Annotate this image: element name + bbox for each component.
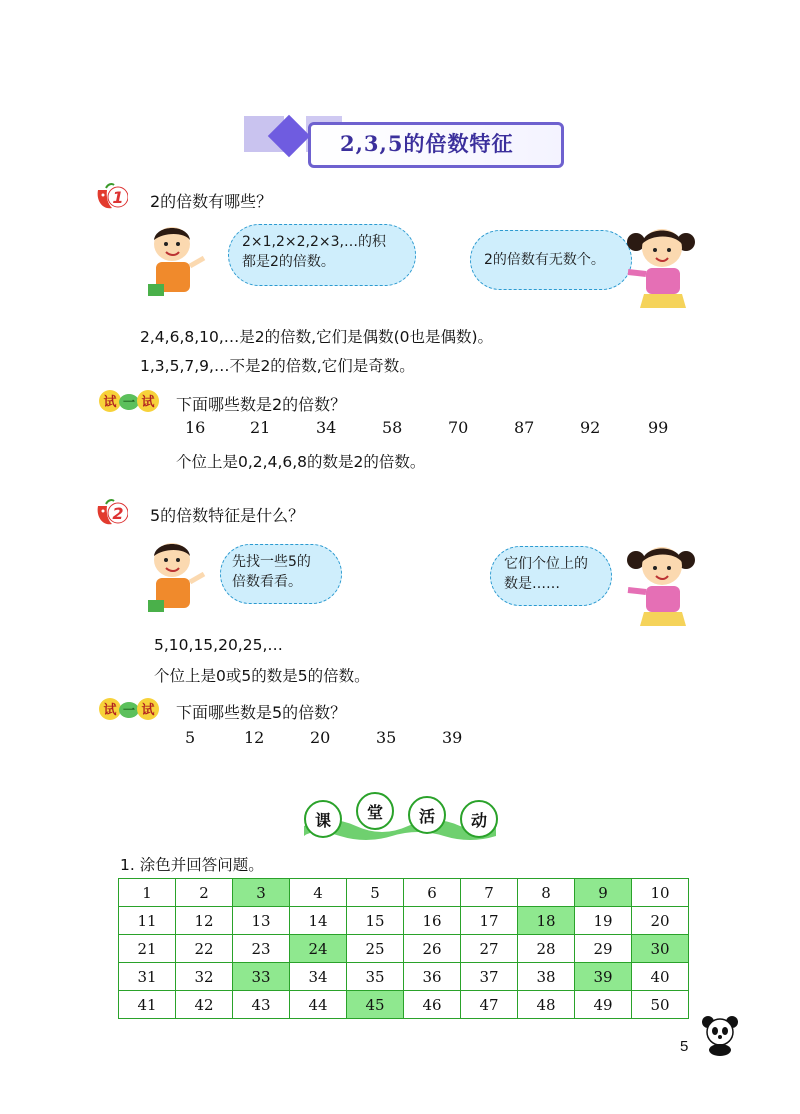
grid-cell: 49 bbox=[575, 991, 632, 1019]
grid-cell: 16 bbox=[404, 907, 461, 935]
section2-question: 5的倍数特征是什么？ bbox=[150, 506, 305, 525]
try-number: 34 bbox=[316, 418, 337, 437]
try-number: 35 bbox=[376, 728, 397, 747]
try-number: 12 bbox=[244, 728, 265, 747]
grid-cell: 50 bbox=[632, 991, 689, 1019]
grid-cell: 27 bbox=[461, 935, 518, 963]
page-number: 5 bbox=[680, 1038, 689, 1055]
panda-icon bbox=[700, 1014, 740, 1056]
page-title: 2,3,5的倍数特征 bbox=[340, 131, 514, 156]
grid-cell: 7 bbox=[461, 879, 518, 907]
girl-speech: 2的倍数有无数个。 bbox=[484, 252, 605, 268]
try-label-char: 试 bbox=[141, 703, 155, 718]
activity-label-char: 课 bbox=[304, 800, 342, 838]
try-label-char: 一 bbox=[122, 703, 136, 717]
girl-illustration bbox=[622, 222, 698, 310]
try-number: 58 bbox=[382, 418, 403, 437]
try1-question: 下面哪些数是2的倍数？ bbox=[176, 395, 347, 414]
boy-speech-line1: 2×1,2×2,2×3,…的积 bbox=[242, 234, 386, 250]
grid-cell: 28 bbox=[518, 935, 575, 963]
girl-illustration bbox=[622, 540, 698, 628]
grid-cell: 48 bbox=[518, 991, 575, 1019]
grid-cell: 8 bbox=[518, 879, 575, 907]
grid-cell: 43 bbox=[233, 991, 290, 1019]
section2-line2: 个位上是0或5的数是5的倍数。 bbox=[154, 667, 370, 685]
grid-cell: 14 bbox=[290, 907, 347, 935]
grid-cell: 6 bbox=[404, 879, 461, 907]
activity-task: 1. 涂色并回答问题。 bbox=[120, 856, 264, 874]
grid-cell: 5 bbox=[347, 879, 404, 907]
section2-line1: 5,10,15,20,25,… bbox=[154, 636, 283, 654]
grid-row bbox=[119, 935, 689, 963]
grid-cell: 22 bbox=[176, 935, 233, 963]
grid-cell: 11 bbox=[119, 907, 176, 935]
grid-cell: 41 bbox=[119, 991, 176, 1019]
grid-cell: 9 bbox=[575, 879, 632, 907]
section1-line2: 1,3,5,7,9,…不是2的倍数,它们是奇数。 bbox=[140, 357, 415, 375]
grid-cell: 42 bbox=[176, 991, 233, 1019]
try-badge-icon bbox=[98, 388, 160, 414]
grid-cell: 19 bbox=[575, 907, 632, 935]
grid-row bbox=[119, 907, 689, 935]
try-label-char: 试 bbox=[103, 395, 117, 410]
section1-line1: 2,4,6,8,10,…是2的倍数,它们是偶数(0也是偶数)。 bbox=[140, 328, 494, 346]
grid-cell: 32 bbox=[176, 963, 233, 991]
grid-cell: 13 bbox=[233, 907, 290, 935]
number-grid-table bbox=[118, 878, 689, 1019]
grid-cell: 25 bbox=[347, 935, 404, 963]
grid-cell: 3 bbox=[233, 879, 290, 907]
grid-cell: 35 bbox=[347, 963, 404, 991]
grid-cell: 29 bbox=[575, 935, 632, 963]
grid-cell: 39 bbox=[575, 963, 632, 991]
boy-illustration bbox=[144, 222, 212, 302]
chili-number-icon bbox=[94, 496, 128, 528]
grid-cell: 18 bbox=[518, 907, 575, 935]
girl-speech-line2: 数是…… bbox=[504, 576, 560, 592]
grid-cell: 37 bbox=[461, 963, 518, 991]
try-label-char: 试 bbox=[141, 395, 155, 410]
try-number: 5 bbox=[185, 728, 196, 747]
grid-cell: 12 bbox=[176, 907, 233, 935]
section1-question: 2的倍数有哪些？ bbox=[150, 192, 273, 211]
girl-speech-line1: 它们个位上的 bbox=[504, 556, 588, 572]
grid-cell: 34 bbox=[290, 963, 347, 991]
try-number: 39 bbox=[442, 728, 463, 747]
grid-cell: 38 bbox=[518, 963, 575, 991]
grid-cell: 24 bbox=[290, 935, 347, 963]
boy-speech-line1: 先找一些5的 bbox=[232, 554, 311, 570]
try-number: 70 bbox=[448, 418, 469, 437]
activity-label-char: 活 bbox=[408, 796, 446, 834]
grid-cell: 4 bbox=[290, 879, 347, 907]
activity-label-char: 堂 bbox=[356, 792, 394, 830]
grid-cell: 15 bbox=[347, 907, 404, 935]
grid-cell: 31 bbox=[119, 963, 176, 991]
try-badge-icon bbox=[98, 696, 160, 722]
grid-cell: 23 bbox=[233, 935, 290, 963]
boy-speech-line2: 都是2的倍数。 bbox=[242, 254, 335, 270]
section-number: 2 bbox=[112, 504, 124, 523]
grid-cell: 2 bbox=[176, 879, 233, 907]
try-label-char: 试 bbox=[103, 703, 117, 718]
try-number: 99 bbox=[648, 418, 669, 437]
grid-row bbox=[119, 991, 689, 1019]
try-number: 87 bbox=[514, 418, 535, 437]
section-number: 1 bbox=[112, 188, 124, 207]
grid-cell: 17 bbox=[461, 907, 518, 935]
try-number: 21 bbox=[250, 418, 271, 437]
boy-illustration bbox=[144, 538, 212, 618]
grid-cell: 46 bbox=[404, 991, 461, 1019]
grid-cell: 45 bbox=[347, 991, 404, 1019]
activity-label-char: 动 bbox=[460, 800, 498, 838]
grid-row bbox=[119, 963, 689, 991]
grid-cell: 1 bbox=[119, 879, 176, 907]
try-number: 92 bbox=[580, 418, 601, 437]
try1-note: 个位上是0,2,4,6,8的数是2的倍数。 bbox=[176, 453, 426, 471]
boy-speech-line2: 倍数看看。 bbox=[232, 574, 302, 590]
try-number: 16 bbox=[185, 418, 206, 437]
try-label-char: 一 bbox=[122, 395, 136, 409]
try2-question: 下面哪些数是5的倍数？ bbox=[176, 703, 347, 722]
grid-cell: 47 bbox=[461, 991, 518, 1019]
chili-number-icon bbox=[94, 180, 128, 212]
grid-cell: 36 bbox=[404, 963, 461, 991]
grid-cell: 10 bbox=[632, 879, 689, 907]
grid-row bbox=[119, 879, 689, 907]
grid-cell: 21 bbox=[119, 935, 176, 963]
grid-cell: 20 bbox=[632, 907, 689, 935]
try-number: 20 bbox=[310, 728, 331, 747]
grid-cell: 30 bbox=[632, 935, 689, 963]
grid-cell: 40 bbox=[632, 963, 689, 991]
grid-cell: 44 bbox=[290, 991, 347, 1019]
grid-cell: 33 bbox=[233, 963, 290, 991]
grid-cell: 26 bbox=[404, 935, 461, 963]
